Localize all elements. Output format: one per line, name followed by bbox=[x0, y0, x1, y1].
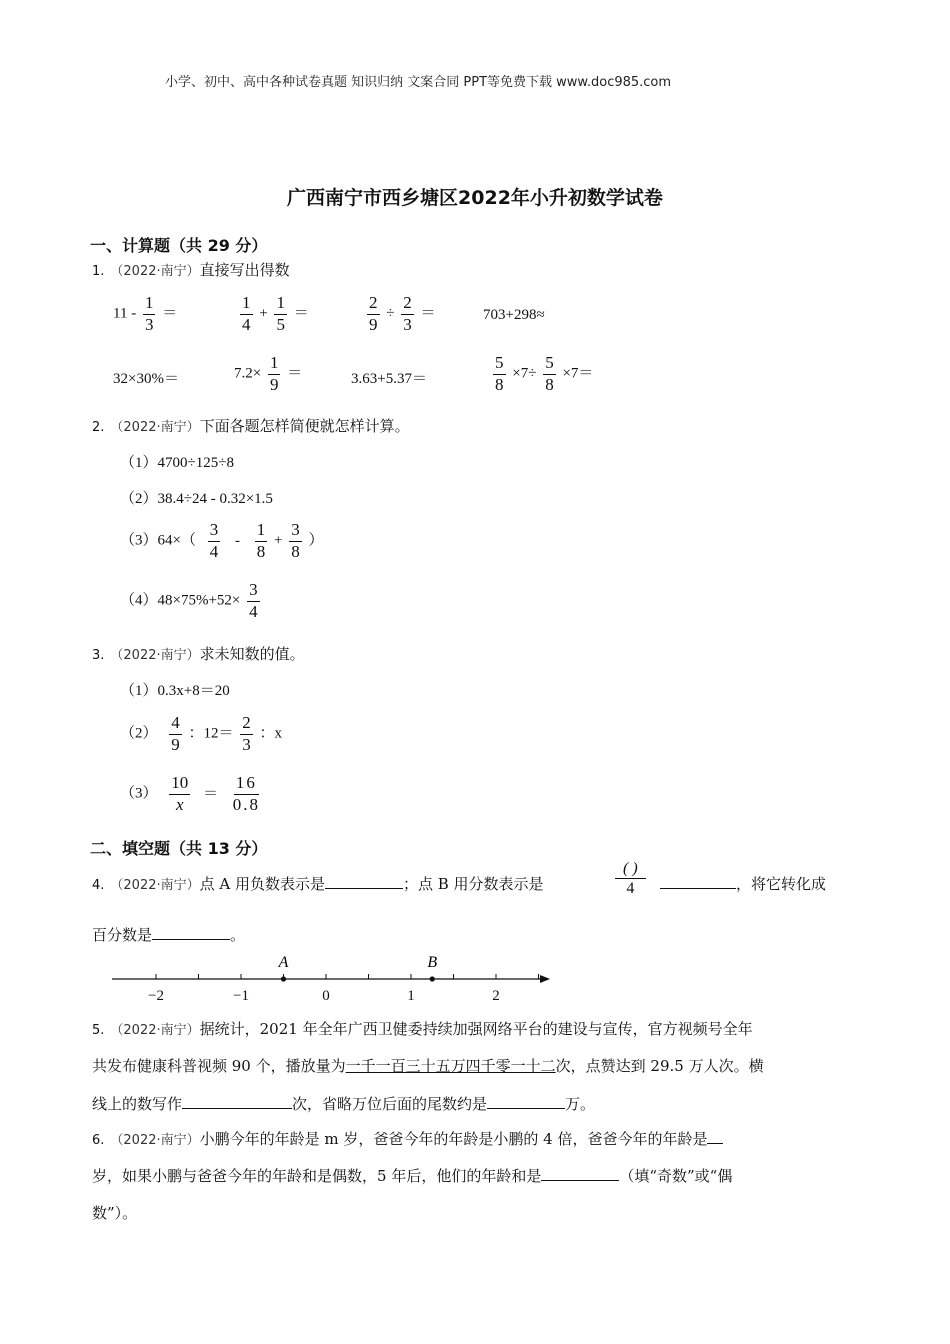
fraction bbox=[231, 774, 262, 814]
q1-item-2 bbox=[237, 294, 309, 334]
question-5-line-3 bbox=[92, 1093, 595, 1114]
numerator: 1 bbox=[274, 294, 287, 315]
arrow-head-icon bbox=[540, 975, 550, 983]
denominator: 8 bbox=[256, 541, 266, 561]
fraction bbox=[367, 294, 380, 334]
question-2-stem bbox=[92, 415, 410, 436]
numerator: 2 bbox=[240, 714, 253, 735]
expr-text: （4）48×75%+52× bbox=[120, 592, 241, 609]
q1-item-6 bbox=[234, 354, 302, 394]
question-4-stem bbox=[92, 873, 544, 894]
question-text: 下面各题怎样简便就怎样计算。 bbox=[199, 417, 410, 435]
question-text: ；点 B 用分数表示是 bbox=[403, 875, 544, 893]
denominator: 4 bbox=[249, 601, 258, 621]
fraction bbox=[493, 354, 506, 394]
fraction bbox=[268, 354, 281, 394]
numerator: 3 bbox=[247, 581, 260, 602]
answer-blank[interactable] bbox=[541, 1166, 619, 1181]
expr-text: ×7÷ bbox=[512, 365, 537, 382]
number-line-label: 2 bbox=[492, 988, 500, 1004]
underlined-number: 一千一百三十五万四千零一十二 bbox=[345, 1057, 556, 1075]
fraction bbox=[401, 294, 414, 334]
question-source: （2022·南宁） bbox=[110, 264, 200, 279]
denominator: 9 bbox=[269, 374, 279, 394]
numerator: 3 bbox=[289, 521, 302, 542]
fraction bbox=[247, 581, 260, 621]
q3-part-3 bbox=[120, 774, 265, 814]
numerator: 2 bbox=[367, 294, 380, 315]
denominator: 8 bbox=[291, 541, 300, 561]
q1-item-3 bbox=[364, 294, 436, 334]
numerator: 4 bbox=[169, 714, 182, 735]
fraction bbox=[615, 860, 646, 897]
number-line-label: 1 bbox=[407, 988, 415, 1004]
section-2-heading: 二、填空题（共 13 分） bbox=[90, 839, 268, 858]
expr-text: - bbox=[234, 532, 240, 549]
question-number: 4. bbox=[92, 878, 105, 893]
expr-text: + bbox=[259, 305, 268, 322]
question-number: 3. bbox=[92, 648, 105, 663]
denominator: 3 bbox=[144, 314, 154, 334]
q3-part-2 bbox=[120, 714, 282, 754]
fraction bbox=[543, 354, 556, 394]
question-text: 次，省略万位后面的尾数约是 bbox=[292, 1095, 488, 1113]
question-6-line-1 bbox=[92, 1128, 723, 1149]
question-text: ，将它转化成 bbox=[736, 875, 827, 893]
question-text: 共发布健康科普视频 90 个，播放量为 bbox=[92, 1057, 346, 1075]
expr-text: ＝ bbox=[287, 365, 303, 382]
expr-text: ＝ bbox=[420, 305, 436, 322]
numerator: ( ) bbox=[615, 860, 646, 879]
denominator: 9 bbox=[369, 314, 378, 334]
denominator: 8 bbox=[495, 374, 504, 394]
question-number: 2. bbox=[92, 420, 105, 435]
numerator: 16 bbox=[234, 774, 259, 795]
question-text: 万。 bbox=[565, 1095, 596, 1113]
q3-part-1: （1）0.3x+8＝20 bbox=[120, 683, 230, 699]
fraction bbox=[240, 714, 253, 754]
point-b-label: B bbox=[427, 954, 438, 971]
expr-text: ×7＝ bbox=[562, 365, 594, 382]
fraction bbox=[169, 714, 182, 754]
q2-part-1: （1）4700÷125÷8 bbox=[120, 455, 234, 471]
denominator: 4 bbox=[209, 541, 219, 561]
expr-text: ＝ bbox=[162, 305, 178, 322]
answer-blank[interactable] bbox=[152, 925, 230, 940]
numerator: 2 bbox=[401, 294, 414, 315]
question-text: 小鹏今年的年龄是 m 岁，爸爸今年的年龄是小鹏的 4 倍，爸爸今年的年龄是 bbox=[199, 1130, 708, 1148]
numerator: 1 bbox=[255, 521, 268, 542]
question-number: 1. bbox=[92, 264, 105, 279]
denominator: 5 bbox=[276, 314, 285, 334]
question-source: （2022·南宁） bbox=[110, 420, 200, 435]
numerator: 3 bbox=[208, 521, 221, 542]
denominator: 9 bbox=[171, 734, 180, 754]
expr-text: ：x bbox=[259, 725, 283, 742]
q1-item-1 bbox=[113, 294, 177, 334]
numerator: 1 bbox=[240, 294, 253, 315]
point-b-dot bbox=[430, 976, 435, 981]
question-text: 。 bbox=[230, 926, 246, 944]
expr-text: ÷ bbox=[386, 305, 395, 322]
question-5-line-2 bbox=[92, 1055, 764, 1076]
number-line-label: 0 bbox=[322, 988, 330, 1004]
question-text: （填“奇数”或“偶 bbox=[619, 1167, 733, 1185]
expr-text: （3）64×（ bbox=[120, 532, 196, 549]
q1-item-5: 32×30%＝ bbox=[113, 371, 179, 387]
expr-text: （3） bbox=[120, 785, 158, 802]
question-6-line-2 bbox=[92, 1165, 732, 1186]
fraction bbox=[240, 294, 253, 334]
question-text: 据统计，2021 年全年广西卫健委持续加强网络平台的建设与宣传，官方视频号全年 bbox=[199, 1020, 753, 1038]
denominator: 4 bbox=[626, 879, 635, 897]
question-4-cont bbox=[660, 873, 826, 894]
question-number: 5. bbox=[92, 1023, 105, 1038]
question-6-line-3: 数”）。 bbox=[92, 1204, 138, 1222]
numerator: 1 bbox=[268, 354, 281, 375]
page-title: 广西南宁市西乡塘区2022年小升初数学试卷 bbox=[287, 187, 663, 209]
question-5-line-1 bbox=[92, 1018, 753, 1039]
numerator: 1 bbox=[143, 294, 156, 315]
section-1-heading: 一、计算题（共 29 分） bbox=[90, 236, 268, 255]
point-a-dot bbox=[281, 976, 286, 981]
expr-text: ＝ bbox=[203, 785, 219, 802]
point-a-label: A bbox=[278, 954, 289, 971]
question-3-stem bbox=[92, 643, 305, 664]
expr-text: ） bbox=[308, 532, 324, 549]
fraction bbox=[274, 294, 287, 334]
question-source: （2022·南宁） bbox=[110, 878, 200, 893]
answer-blank[interactable] bbox=[487, 1094, 565, 1109]
question-source: （2022·南宁） bbox=[110, 648, 200, 663]
expr-text: ＝ bbox=[293, 305, 309, 322]
denominator: 8 bbox=[545, 374, 554, 394]
expr-text: + bbox=[273, 532, 283, 549]
q2-part-3 bbox=[120, 521, 323, 561]
answer-blank[interactable] bbox=[660, 874, 736, 889]
answer-blank[interactable] bbox=[182, 1094, 292, 1109]
question-text: 求未知数的值。 bbox=[199, 645, 305, 663]
question-4-line-2 bbox=[92, 924, 245, 945]
denominator: 3 bbox=[403, 314, 412, 334]
denominator: x bbox=[175, 794, 184, 814]
expr-text: （2） bbox=[120, 725, 158, 742]
q1-item-4: 703+298≈ bbox=[483, 307, 545, 323]
expr-text: 11 - bbox=[113, 305, 137, 322]
q2-part-2: （2）38.4÷24 - 0.32×1.5 bbox=[120, 491, 273, 507]
question-source: （2022·南宁） bbox=[110, 1133, 200, 1148]
q2-part-4 bbox=[120, 581, 263, 621]
question-text: 百分数是 bbox=[92, 926, 153, 944]
q1-item-7: 3.63+5.37＝ bbox=[351, 371, 427, 387]
question-text: 次，点赞达到 29.5 万人次。横 bbox=[555, 1057, 764, 1075]
denominator: 3 bbox=[242, 734, 251, 754]
number-line-label: −1 bbox=[233, 988, 249, 1004]
question-text: 直接写出得数 bbox=[199, 261, 290, 279]
q4-fraction bbox=[612, 860, 649, 897]
expr-text: 7.2× bbox=[234, 365, 262, 382]
number-line bbox=[108, 950, 558, 1010]
fraction bbox=[143, 294, 156, 334]
page-header: 小学、初中、高中各种试卷真题 知识归纳 文案合同 PPT等免费下载 www.doc985.com bbox=[165, 75, 672, 90]
fraction bbox=[255, 521, 268, 561]
question-text: 线上的数写作 bbox=[92, 1095, 183, 1113]
q1-item-8 bbox=[490, 354, 593, 394]
numerator: 10 bbox=[169, 774, 190, 795]
question-text: 点 A 用负数表示是 bbox=[199, 875, 325, 893]
numerator: 5 bbox=[543, 354, 556, 375]
numerator: 5 bbox=[493, 354, 506, 375]
denominator: 0.8 bbox=[232, 794, 261, 814]
question-number: 6. bbox=[92, 1133, 105, 1148]
fraction bbox=[208, 521, 221, 561]
answer-blank[interactable] bbox=[707, 1129, 723, 1144]
question-text: 岁，如果小鹏与爸爸今年的年龄和是偶数，5 年后，他们的年龄和是 bbox=[92, 1167, 542, 1185]
fraction bbox=[169, 774, 190, 814]
denominator: 4 bbox=[242, 314, 251, 334]
question-source: （2022·南宁） bbox=[110, 1023, 200, 1038]
answer-blank[interactable] bbox=[325, 874, 403, 889]
expr-text: ：12＝ bbox=[188, 725, 234, 742]
fraction bbox=[289, 521, 302, 561]
question-1-stem bbox=[92, 259, 290, 280]
number-line-label: −2 bbox=[148, 988, 164, 1004]
